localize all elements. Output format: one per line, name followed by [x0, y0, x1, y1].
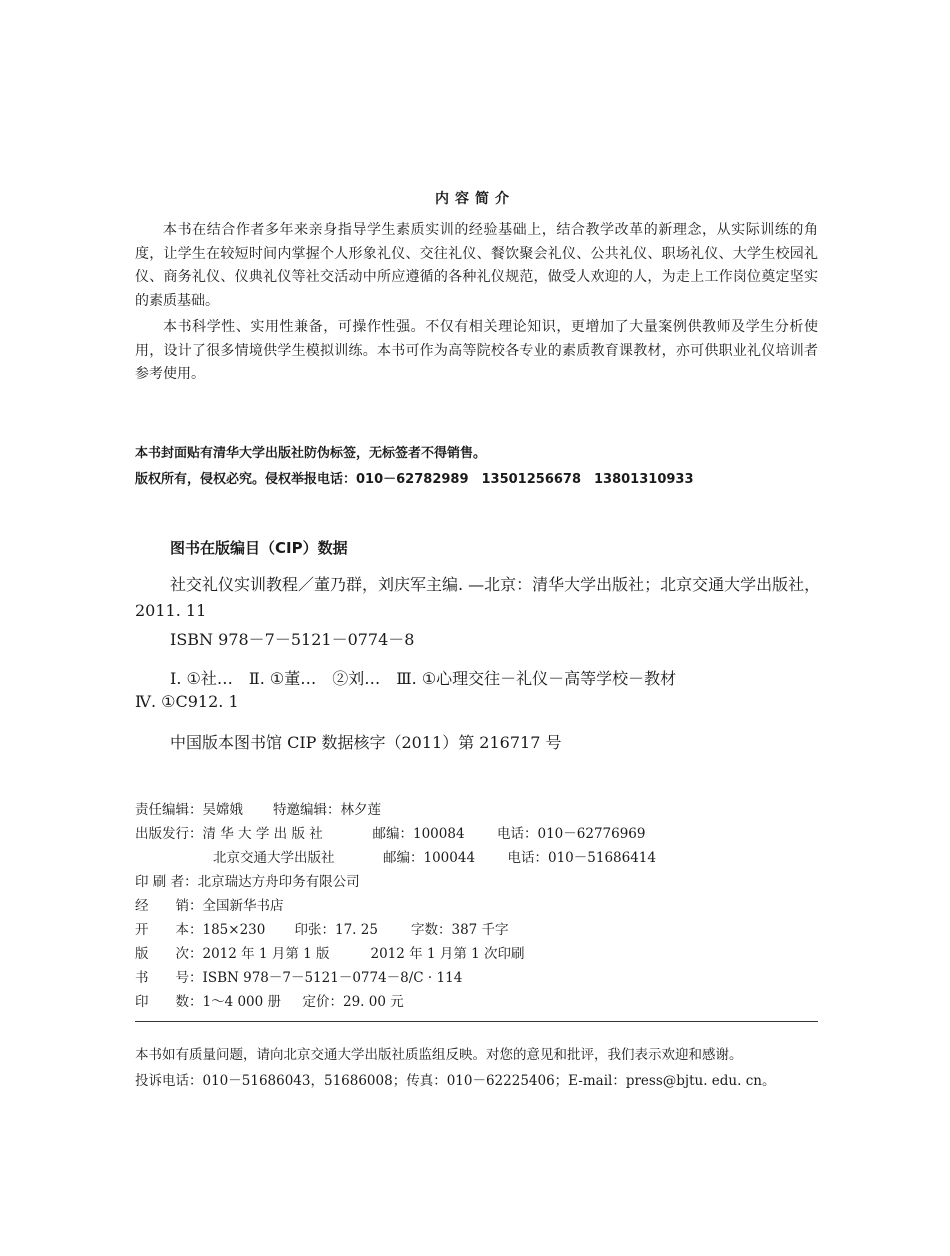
copyright-notice: 版权所有，侵权必究。侵权举报电话：010－62782989 13501256678 13801310933: [135, 472, 694, 487]
book-number-value: ISBN 978－7－5121－0774－8/C · 114: [202, 970, 463, 986]
phone-2-label: 电话：: [507, 850, 548, 866]
colophon-distributor: [135, 896, 284, 916]
postcode-2-value: 100044: [423, 850, 476, 866]
sheets-label: 印张：: [294, 922, 335, 938]
editor-label: 责任编辑：: [135, 802, 203, 818]
cip-heading: 图书在版编目（CIP）数据: [170, 539, 348, 557]
words-value: 387 千字: [451, 922, 509, 938]
postcode-2-label: 邮编：: [383, 850, 424, 866]
words-label: 字数：: [411, 922, 452, 938]
colophon-editors: [135, 800, 381, 820]
edition-value: 2012 年 1 月第 1 版: [202, 946, 330, 962]
publisher-label: 出版发行：: [135, 826, 203, 842]
colophon-format: [135, 920, 509, 940]
postcode-1-label: 邮编：: [372, 826, 413, 842]
cip-subjects-line1: Ⅰ. ①社… Ⅱ. ①董… ②刘… Ⅲ. ①心理交往－礼仪－高等学校－教材: [170, 669, 677, 688]
cip-isbn: ISBN 978－7－5121－0774－8: [170, 630, 415, 649]
cip-number: 中国版本图书馆 CIP 数据核字（2011）第 216717 号: [170, 733, 562, 752]
format-label: 开 本：: [135, 922, 203, 938]
phone-1-label: 电话：: [497, 826, 538, 842]
print-run-value: 1～4 000 册: [202, 994, 282, 1010]
publisher-1-value: 清 华 大 学 出 版 社: [202, 826, 323, 842]
book-number-label: 书 号：: [135, 970, 203, 986]
phone-1-value: 010－62776969: [537, 826, 646, 842]
sheets-value: 17. 25: [335, 922, 378, 938]
distributor-label: 经 销：: [135, 898, 203, 914]
colophon-book-number: [135, 968, 462, 988]
colophon-print-run: [135, 992, 404, 1012]
printer-label: 印 刷 者：: [135, 874, 198, 890]
print-run-label: 印 数：: [135, 994, 203, 1010]
summary-paragraph-1: 本书在结合作者多年来亲身指导学生素质实训的经验基础上，结合教学改革的新理念，从实际训练的角度，让学生在较短时间内掌握个人形象礼仪、交往礼仪、餐饮聚会礼仪、公共礼仪、职场礼仪、大学生校园礼仪、商务礼仪、仪典礼仪等社交活动中所应遵循的各种礼仪规范，做受人欢迎的人，为走上工作岗位奠定坚实的素质基础。: [135, 222, 818, 309]
phone-2-value: 010－51686414: [548, 850, 656, 866]
special-editor-label: 特邀编辑：: [273, 802, 341, 818]
cip-subjects-line2: Ⅳ. ①C912. 1: [135, 692, 239, 711]
colophon-edition: [135, 944, 525, 964]
printing-value: 2012 年 1 月第 1 次印刷: [370, 946, 525, 962]
summary-title: 内容简介: [435, 191, 515, 207]
summary-paragraph-2: 本书科学性、实用性兼备，可操作性强。不仅有相关理论知识，更增加了大量案例供教师及学生分析使用，设计了很多情境供学生模拟训练。本书可作为高等院校各专业的素质教育课教材，亦可供职业礼仪培训者参考使用。: [135, 319, 818, 382]
divider-rule: [135, 1021, 818, 1022]
postcode-1-value: 100084: [413, 826, 465, 842]
format-value: 185×230: [202, 922, 266, 938]
price-value: 29. 00 元: [343, 994, 404, 1010]
colophon-printer: [135, 872, 360, 892]
special-editor-value: 林夕莲: [340, 802, 381, 818]
price-label: 定价：: [302, 994, 343, 1010]
cip-record: 社交礼仪实训教程／董乃群，刘庆军主编. —北京：清华大学出版社；北京交通大学出版社，2011. 11: [135, 575, 821, 620]
edition-label: 版 次：: [135, 946, 203, 962]
anti-counterfeit-notice: 本书封面贴有清华大学出版社防伪标签，无标签者不得销售。: [135, 446, 487, 461]
colophon-publisher-1: [135, 824, 645, 844]
contact-info: 投诉电话：010－51686043，51686008；传真：010－62225406；E-mail：press@bjtu. edu. cn。: [135, 1073, 776, 1089]
editor-value: 吴嫦娥: [202, 802, 243, 818]
quality-notice: 本书如有质量问题，请向北京交通大学出版社质监组反映。对您的意见和批评，我们表示欢迎和感谢。: [135, 1047, 743, 1063]
publisher-2-value: 北京交通大学出版社: [213, 850, 335, 866]
colophon-publisher-2: [213, 848, 656, 868]
distributor-value: 全国新华书店: [202, 898, 284, 914]
printer-value: 北京瑞达方舟印务有限公司: [197, 874, 360, 890]
